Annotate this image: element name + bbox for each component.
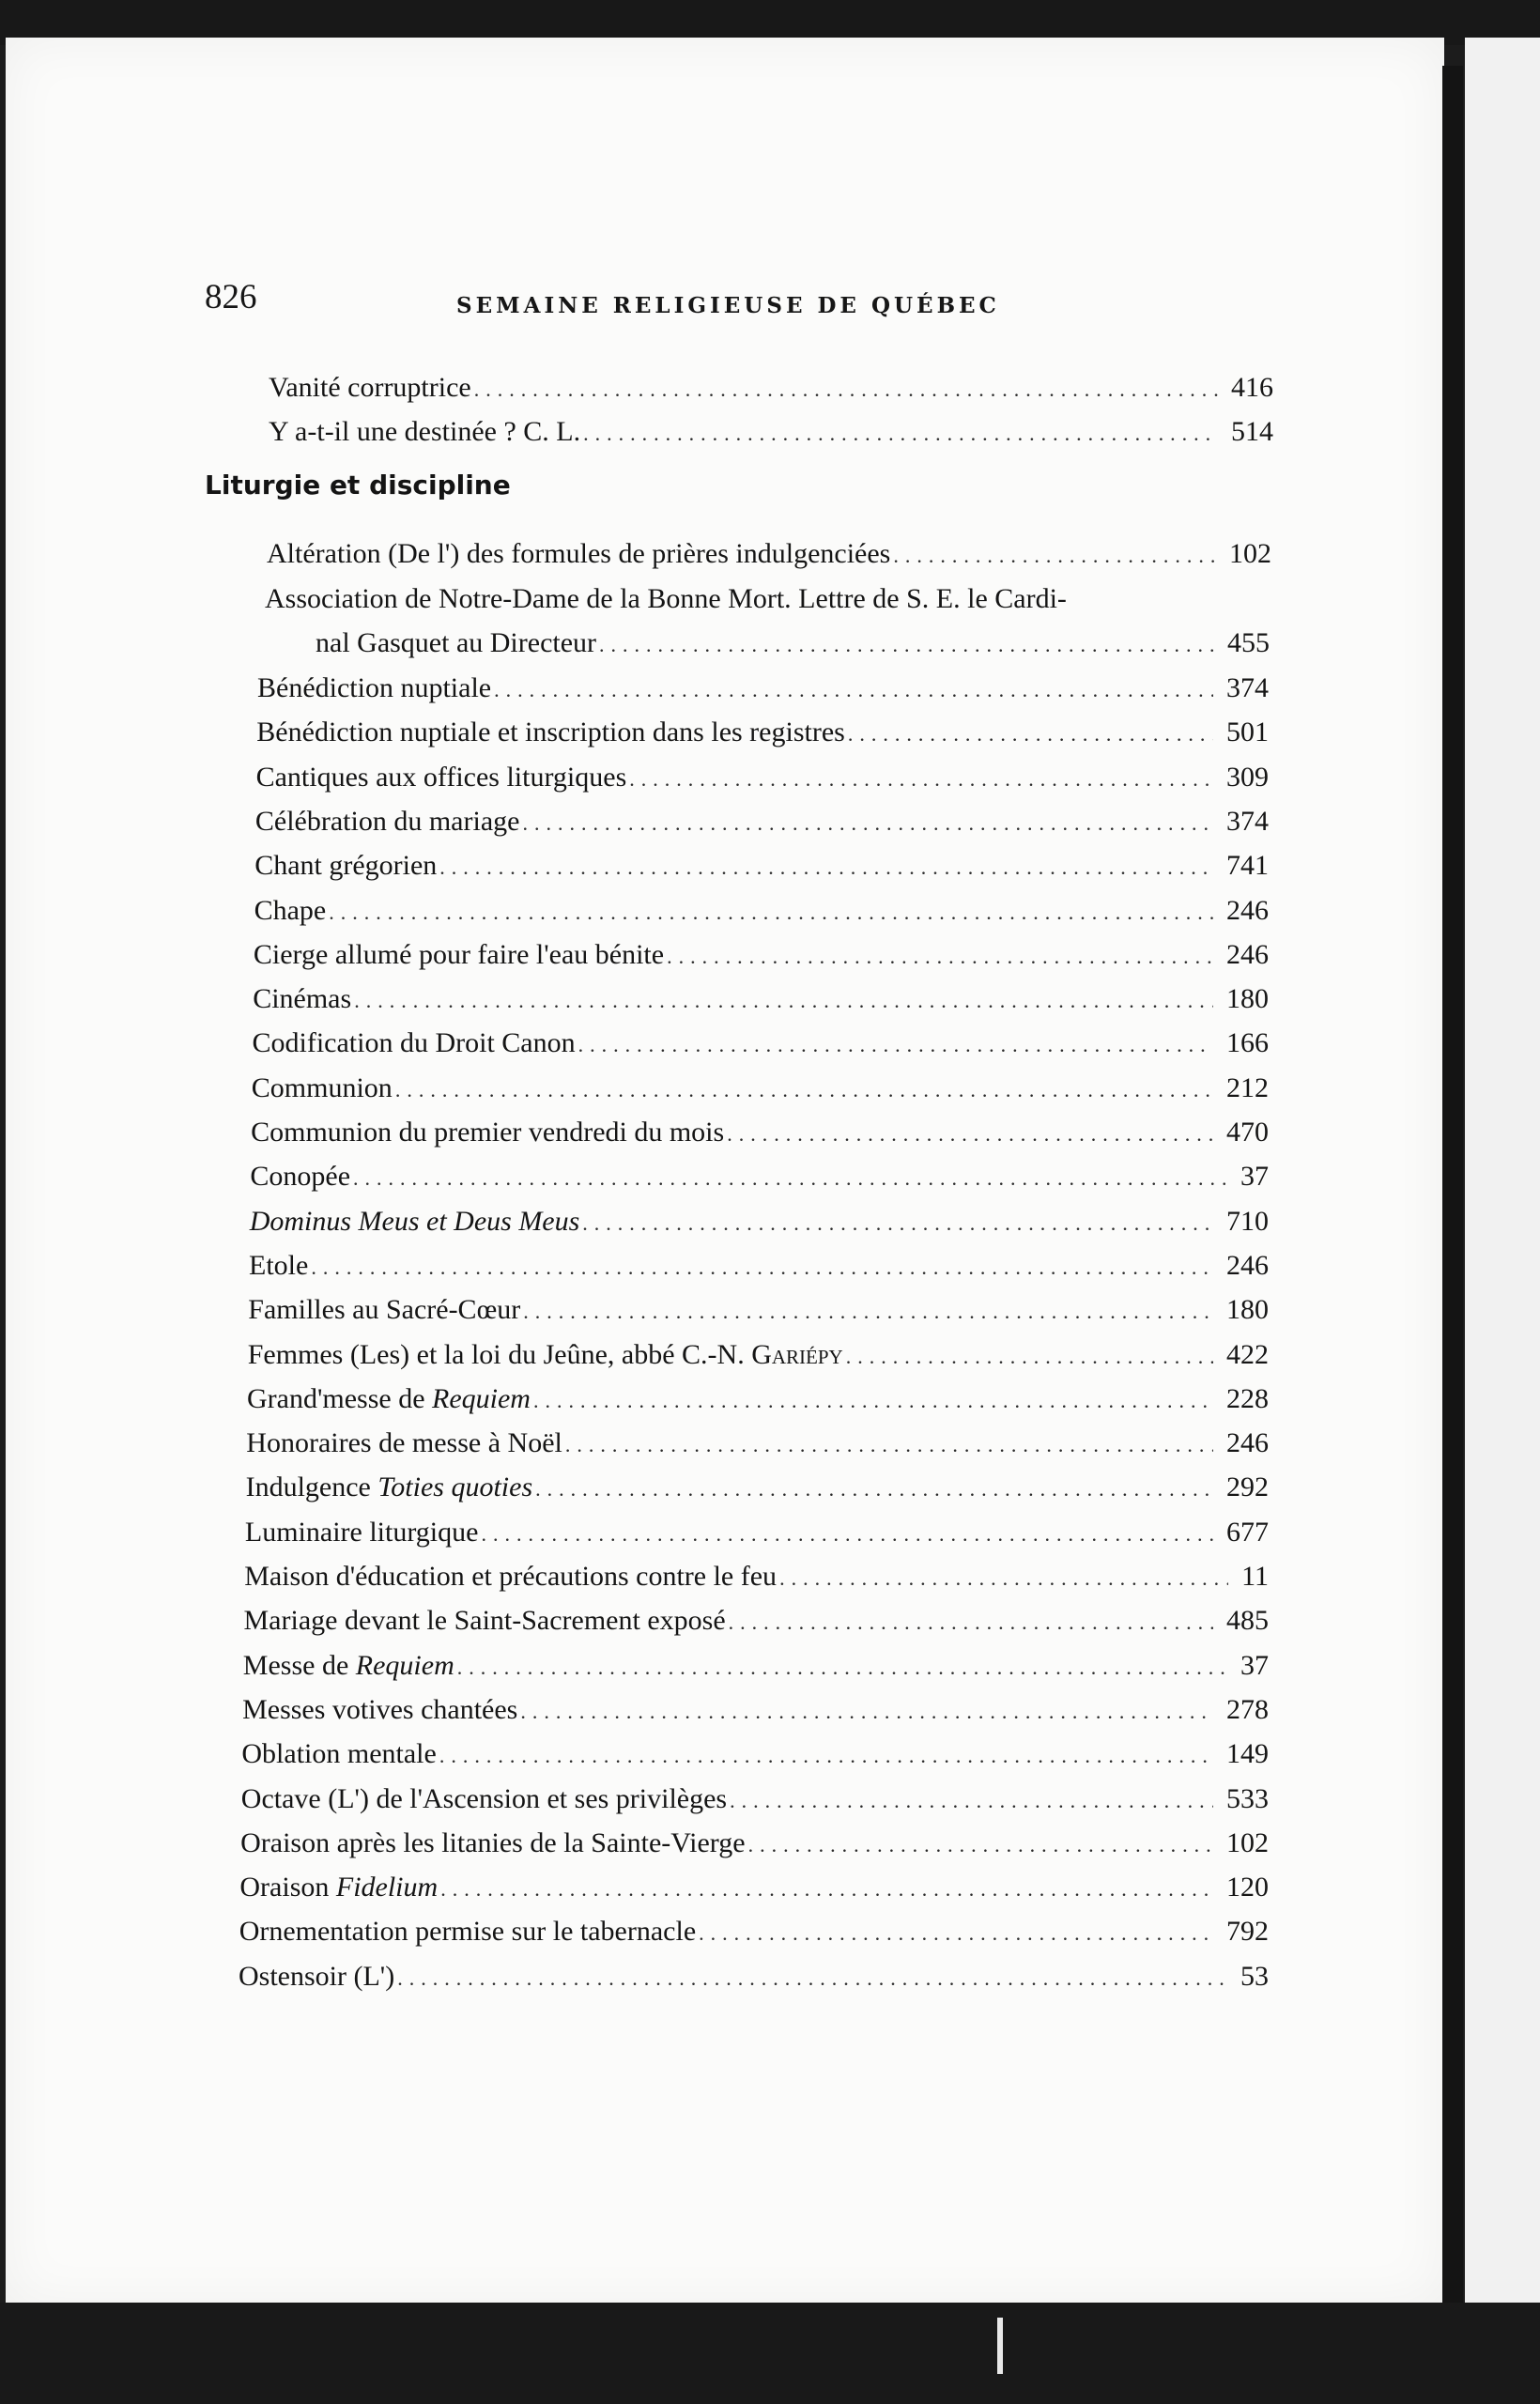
dot-leader <box>893 537 1216 575</box>
index-entry <box>248 1291 1269 1331</box>
dot-leader <box>848 716 1213 753</box>
entry-title <box>254 847 437 885</box>
entry-title-text: Célébration du mariage <box>254 805 520 837</box>
entry-title-text: Luminaire liturgique <box>244 1516 479 1548</box>
entry-page: 149 <box>1225 1738 1269 1770</box>
entry-title-italic: Toties quoties <box>377 1472 533 1503</box>
index-entry <box>243 1647 1269 1687</box>
entry-title-text: Cinémas <box>253 983 352 1015</box>
index-entry <box>252 1070 1269 1109</box>
index-entry <box>269 413 1273 453</box>
entry-page: 455 <box>1227 627 1270 658</box>
index-entry <box>254 847 1269 886</box>
dot-leader <box>729 1604 1213 1641</box>
entry-title-text: Codification du Droit Canon <box>252 1027 576 1059</box>
index-entry <box>269 369 1273 408</box>
entry-page: 180 <box>1225 983 1269 1015</box>
index-entry <box>245 1514 1269 1553</box>
entry-title-text: Oraison après les litanies de la Sainte-Vierge <box>240 1826 746 1858</box>
entry-title <box>248 1336 843 1374</box>
entry-title-text: Femmes (Les) et la loi du Jeûne, abbé C.-N. <box>247 1338 752 1370</box>
entry-title <box>251 1114 724 1151</box>
dot-leader <box>481 1516 1213 1553</box>
dot-leader <box>535 1471 1213 1508</box>
entry-title <box>239 1913 696 1950</box>
entry-page: 37 <box>1240 1649 1269 1681</box>
entry-title <box>254 936 664 974</box>
entry-title-text: Bénédiction nuptiale et inscription dans les registres <box>256 717 845 748</box>
entry-title-text: Communion <box>251 1071 393 1103</box>
entry-title <box>244 1558 777 1595</box>
dot-leader <box>520 1693 1213 1731</box>
dot-leader <box>439 849 1213 886</box>
entry-title <box>239 1958 394 1996</box>
dot-leader <box>629 761 1213 798</box>
entry-title <box>246 1425 562 1462</box>
entry-title <box>253 1025 576 1062</box>
index-entry <box>253 980 1269 1020</box>
entry-title <box>239 1869 438 1906</box>
dot-leader <box>440 1871 1213 1908</box>
index-entry <box>240 1825 1269 1864</box>
dot-leader <box>667 938 1213 976</box>
index-entry-continuation <box>316 624 1270 664</box>
entry-page: 37 <box>1240 1161 1269 1193</box>
entry-title <box>250 1203 580 1241</box>
entry-page: 120 <box>1225 1872 1269 1903</box>
index-entry <box>267 535 1271 575</box>
entry-title-text: Dominus Meus et Deus Meus <box>249 1205 580 1237</box>
entry-page: 485 <box>1226 1605 1269 1637</box>
entry-title <box>257 670 491 707</box>
entry-title <box>241 1780 727 1818</box>
entry-title-text: Cantiques aux offices liturgiques <box>255 761 627 793</box>
entry-title-text: Conopée <box>250 1161 351 1193</box>
entry-page: 102 <box>1225 1826 1269 1858</box>
entry-page: 514 <box>1231 416 1273 447</box>
dot-leader <box>354 982 1213 1020</box>
entry-page: 422 <box>1225 1338 1269 1370</box>
entry-title: Association de Notre-Dame de la Bonne Mort. Lettre de S. E. le Cardi- <box>265 583 1067 614</box>
index-entry <box>251 1114 1269 1153</box>
entry-page: 180 <box>1225 1294 1269 1326</box>
running-head: SEMAINE RELIGIEUSE DE QUÉBEC <box>456 293 1000 318</box>
entry-title-text: Maison d'éducation et précautions contre le feu <box>244 1561 778 1592</box>
index-entry <box>248 1336 1269 1376</box>
dot-leader <box>730 1782 1213 1820</box>
dot-leader <box>582 1205 1213 1242</box>
entry-page: 53 <box>1240 1960 1269 1992</box>
index-entry <box>253 1025 1270 1064</box>
entry-title <box>245 1514 479 1551</box>
entry-page: 246 <box>1225 1427 1269 1459</box>
dot-leader <box>578 1026 1213 1064</box>
entry-page: 246 <box>1225 894 1269 926</box>
section-heading: Liturgie et discipline <box>205 470 511 501</box>
entry-page: 501 <box>1225 717 1269 748</box>
index-entry <box>249 1247 1269 1287</box>
dot-leader <box>397 1960 1227 1997</box>
dot-leader <box>329 894 1213 932</box>
entry-page: 677 <box>1225 1516 1269 1548</box>
entry-page: 212 <box>1225 1071 1269 1103</box>
entry-title <box>249 1247 308 1285</box>
entry-title-text: Messes votives chantées <box>242 1693 518 1725</box>
entry-title-text: Ostensoir (L') <box>239 1960 395 1992</box>
dot-leader <box>457 1649 1227 1687</box>
entry-page: 416 <box>1231 372 1273 403</box>
entry-author: Gariépy <box>751 1338 843 1370</box>
entry-title-text: Chape <box>254 894 327 926</box>
dot-leader <box>779 1560 1228 1597</box>
entry-title <box>253 980 351 1018</box>
index-entry <box>244 1602 1270 1641</box>
dot-leader <box>474 371 1218 408</box>
index-entry <box>239 1913 1269 1952</box>
entry-page: 246 <box>1225 938 1269 970</box>
index-entry <box>254 892 1269 932</box>
entry-title-text: Oraison <box>239 1872 336 1903</box>
book-page <box>6 38 1444 2306</box>
entry-page: 292 <box>1225 1472 1269 1503</box>
entry-title <box>252 1070 393 1107</box>
entry-page: 228 <box>1226 1382 1269 1414</box>
entry-page: 278 <box>1225 1693 1269 1725</box>
index-entry <box>250 1203 1269 1242</box>
entry-title <box>254 892 327 930</box>
entry-title <box>248 1291 520 1329</box>
dot-leader <box>583 415 1218 453</box>
entry-title <box>240 1825 745 1862</box>
entry-page: 11 <box>1241 1561 1269 1592</box>
entry-page: 792 <box>1225 1916 1269 1948</box>
entry-title: Vanité corruptrice <box>269 372 471 403</box>
index-entry <box>255 803 1269 842</box>
index-entry <box>256 714 1269 753</box>
entry-title: Y a-t-il une destinée ? C. L. <box>269 416 581 447</box>
entry-page: 470 <box>1225 1117 1269 1148</box>
entry-title <box>256 759 627 796</box>
entry-title <box>247 1380 531 1418</box>
entry-title-text: Honoraires de messe à Noël <box>246 1427 562 1459</box>
entry-title-italic: Requiem <box>355 1649 454 1681</box>
index-entry <box>241 1780 1269 1820</box>
dot-leader <box>395 1071 1213 1109</box>
entry-title-italic: Fidelium <box>335 1872 439 1903</box>
entry-title <box>246 1469 533 1506</box>
dot-leader <box>565 1426 1213 1464</box>
dot-leader <box>523 1293 1213 1331</box>
entry-title-text: Bénédiction nuptiale <box>257 672 492 703</box>
entry-title-text: Chant grégorien <box>254 850 438 882</box>
index-entry <box>242 1691 1269 1731</box>
entry-title-text: Cierge allumé pour faire l'eau bénite <box>253 938 665 970</box>
entry-title-text: Oblation mentale <box>241 1738 437 1770</box>
dot-leader <box>748 1826 1213 1864</box>
dot-leader <box>353 1160 1227 1197</box>
dot-leader <box>727 1116 1213 1153</box>
entry-page: 741 <box>1225 850 1269 882</box>
entry-title-text: Messe de <box>242 1649 356 1681</box>
entry-page: 374 <box>1225 805 1269 837</box>
scan-mark <box>997 2318 1003 2374</box>
dot-leader <box>522 805 1213 842</box>
entry-title <box>241 1735 436 1773</box>
entry-title-text: Ornementation permise sur le tabernacle <box>239 1916 697 1948</box>
index-entry <box>246 1425 1269 1464</box>
dot-leader <box>439 1737 1213 1775</box>
index-entry-line <box>265 580 1067 618</box>
entry-title <box>256 714 845 751</box>
entry-title-text: Octave (L') de l'Ascension et ses privilèges <box>240 1782 728 1814</box>
page-number: 826 <box>205 278 257 316</box>
entry-title-text: Communion du premier vendredi du mois <box>251 1117 725 1148</box>
dot-leader <box>599 626 1214 664</box>
entry-title <box>243 1647 454 1685</box>
index-entry <box>239 1869 1269 1908</box>
index-entry <box>241 1735 1269 1775</box>
index-entry <box>239 1958 1269 1997</box>
index-entry <box>244 1558 1269 1597</box>
dot-leader <box>494 671 1213 709</box>
entry-page: 533 <box>1225 1782 1269 1814</box>
entry-page: 710 <box>1225 1205 1269 1237</box>
adjacent-page-edge <box>1465 38 1540 2310</box>
entry-title-text: Grand'messe de <box>247 1382 433 1414</box>
binding-shadow <box>1442 66 1463 2310</box>
entry-title-text: Familles au Sacré-Cœur <box>248 1294 521 1326</box>
dot-leader <box>846 1338 1213 1376</box>
entry-page: 374 <box>1226 672 1269 703</box>
index-entry <box>257 670 1269 709</box>
entry-title <box>244 1602 726 1640</box>
entry-title-italic: Requiem <box>432 1382 531 1414</box>
entry-page: 102 <box>1229 538 1271 569</box>
index-entry <box>250 1158 1269 1197</box>
entry-title-text: Indulgence <box>245 1472 378 1503</box>
index-entry <box>247 1380 1269 1420</box>
entry-page: 166 <box>1226 1027 1269 1059</box>
entry-title: Altération (De l') des formules de prières indulgenciées <box>267 538 891 569</box>
entry-title <box>255 803 520 840</box>
entry-title-text: Etole <box>249 1249 309 1281</box>
entry-title <box>242 1691 517 1729</box>
entry-page: 309 <box>1225 761 1269 793</box>
entry-title-text: Mariage devant le Saint-Sacrement exposé <box>243 1605 726 1637</box>
scan-border-bottom <box>0 2303 1540 2404</box>
entry-title: nal Gasquet au Directeur <box>316 627 597 658</box>
index-entry <box>246 1469 1269 1508</box>
index-entry <box>254 936 1269 976</box>
index-entry <box>256 759 1269 798</box>
entry-title <box>250 1158 350 1195</box>
dot-leader <box>533 1382 1213 1420</box>
entry-page: 246 <box>1226 1249 1269 1281</box>
dot-leader <box>699 1915 1213 1952</box>
dot-leader <box>311 1249 1213 1287</box>
